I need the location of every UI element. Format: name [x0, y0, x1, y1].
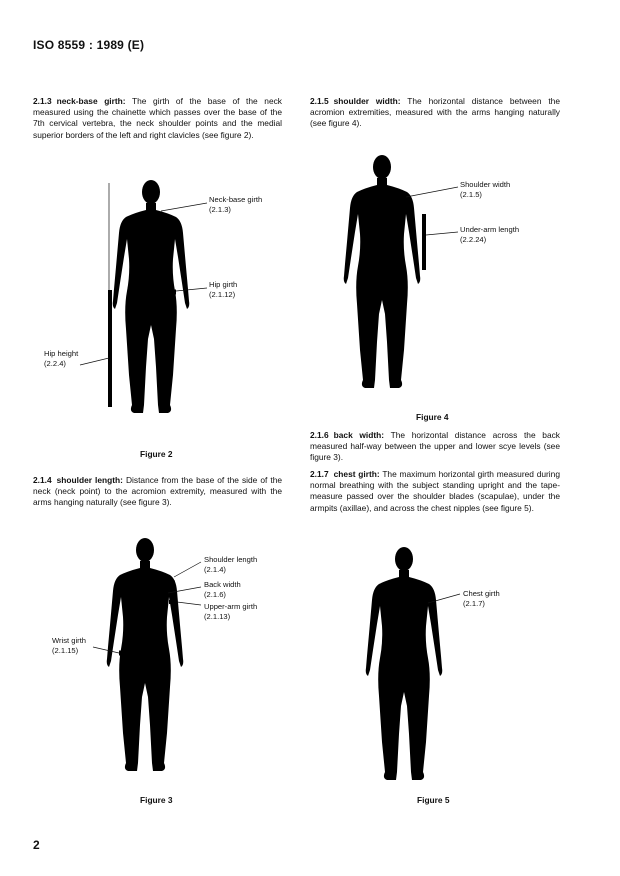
section-2-1-6 — [310, 430, 560, 464]
section-text: The horizontal distance across the back measured half-way between the upper and lower scye levels (see figure 3). — [310, 430, 560, 463]
document-header: ISO 8559 : 1989 (E) — [33, 38, 145, 52]
figure-2-caption: Figure 2 — [140, 449, 173, 459]
figure-5-drawing — [354, 546, 564, 791]
section-text: Distance from the base of the side of the neck (neck point) to the acromion extremity, measured with the arms hanging naturally (see figure 3). — [33, 475, 283, 508]
section-term: chest girth: — [333, 469, 380, 479]
section-number: 2.1.6 — [310, 430, 329, 440]
section-term: shoulder width: — [333, 96, 401, 106]
section-text: The horizontal distance between the acromion extremities, measured with the arms hanging naturally (see figure 4). — [310, 96, 560, 129]
section-text: The girth of the base of the neck measured using the chainette which passes over the base of the 7th cervical vertebra, the neck shoulder points and the medial superior borders of the left and right clavicles (see figure 2). — [33, 96, 282, 140]
section-number: 2.1.7 — [310, 469, 329, 479]
section-number: 2.1.3 — [33, 96, 52, 106]
section-number: 2.1.4 — [33, 475, 52, 485]
figure-4-body — [344, 155, 421, 388]
section-2-1-4 — [33, 475, 282, 509]
figure-3-body — [107, 538, 184, 771]
label-chest-girth: Chest girth (2.1.7) — [463, 589, 500, 608]
label-under-arm-length: Under-arm length (2.2.24) — [460, 225, 520, 244]
figure-5-caption: Figure 5 — [417, 795, 450, 805]
section-2-1-7 — [310, 469, 560, 514]
figure-3-caption: Figure 3 — [140, 795, 173, 805]
label-hip-height: Hip height (2.2.4) — [44, 349, 79, 368]
page-number: 2 — [33, 838, 40, 852]
label-neck-base-girth: Neck-base girth (2.1.3) — [209, 195, 263, 214]
section-2-1-5 — [310, 96, 560, 130]
section-term: shoulder length: — [56, 475, 123, 485]
figure-4-drawing — [320, 150, 560, 400]
label-shoulder-width: Shoulder width (2.1.5) — [460, 180, 511, 199]
figure-4-caption: Figure 4 — [416, 412, 449, 422]
section-2-1-3 — [33, 96, 282, 141]
label-upper-arm-girth: Upper-arm girth (2.1.13) — [204, 602, 258, 621]
section-term: neck-base girth: — [56, 96, 126, 106]
figure-3-drawing — [90, 535, 300, 780]
section-text: The maximum horizontal girth measured during normal breathing with the subject standing upright and the tape-measure passed over the shoulder blades (scapulae), under the armpits (axillae), and across the chest nipples (see figure 5). — [310, 469, 560, 513]
label-shoulder-length: Shoulder length (2.1.4) — [204, 555, 258, 574]
section-term: back width: — [333, 430, 385, 440]
label-hip-girth: Hip girth (2.1.12) — [209, 280, 238, 299]
label-back-width: Back width (2.1.6) — [204, 580, 241, 599]
figure-5-body — [366, 547, 443, 780]
label-wrist-girth: Wrist girth (2.1.15) — [52, 636, 87, 655]
section-number: 2.1.5 — [310, 96, 329, 106]
